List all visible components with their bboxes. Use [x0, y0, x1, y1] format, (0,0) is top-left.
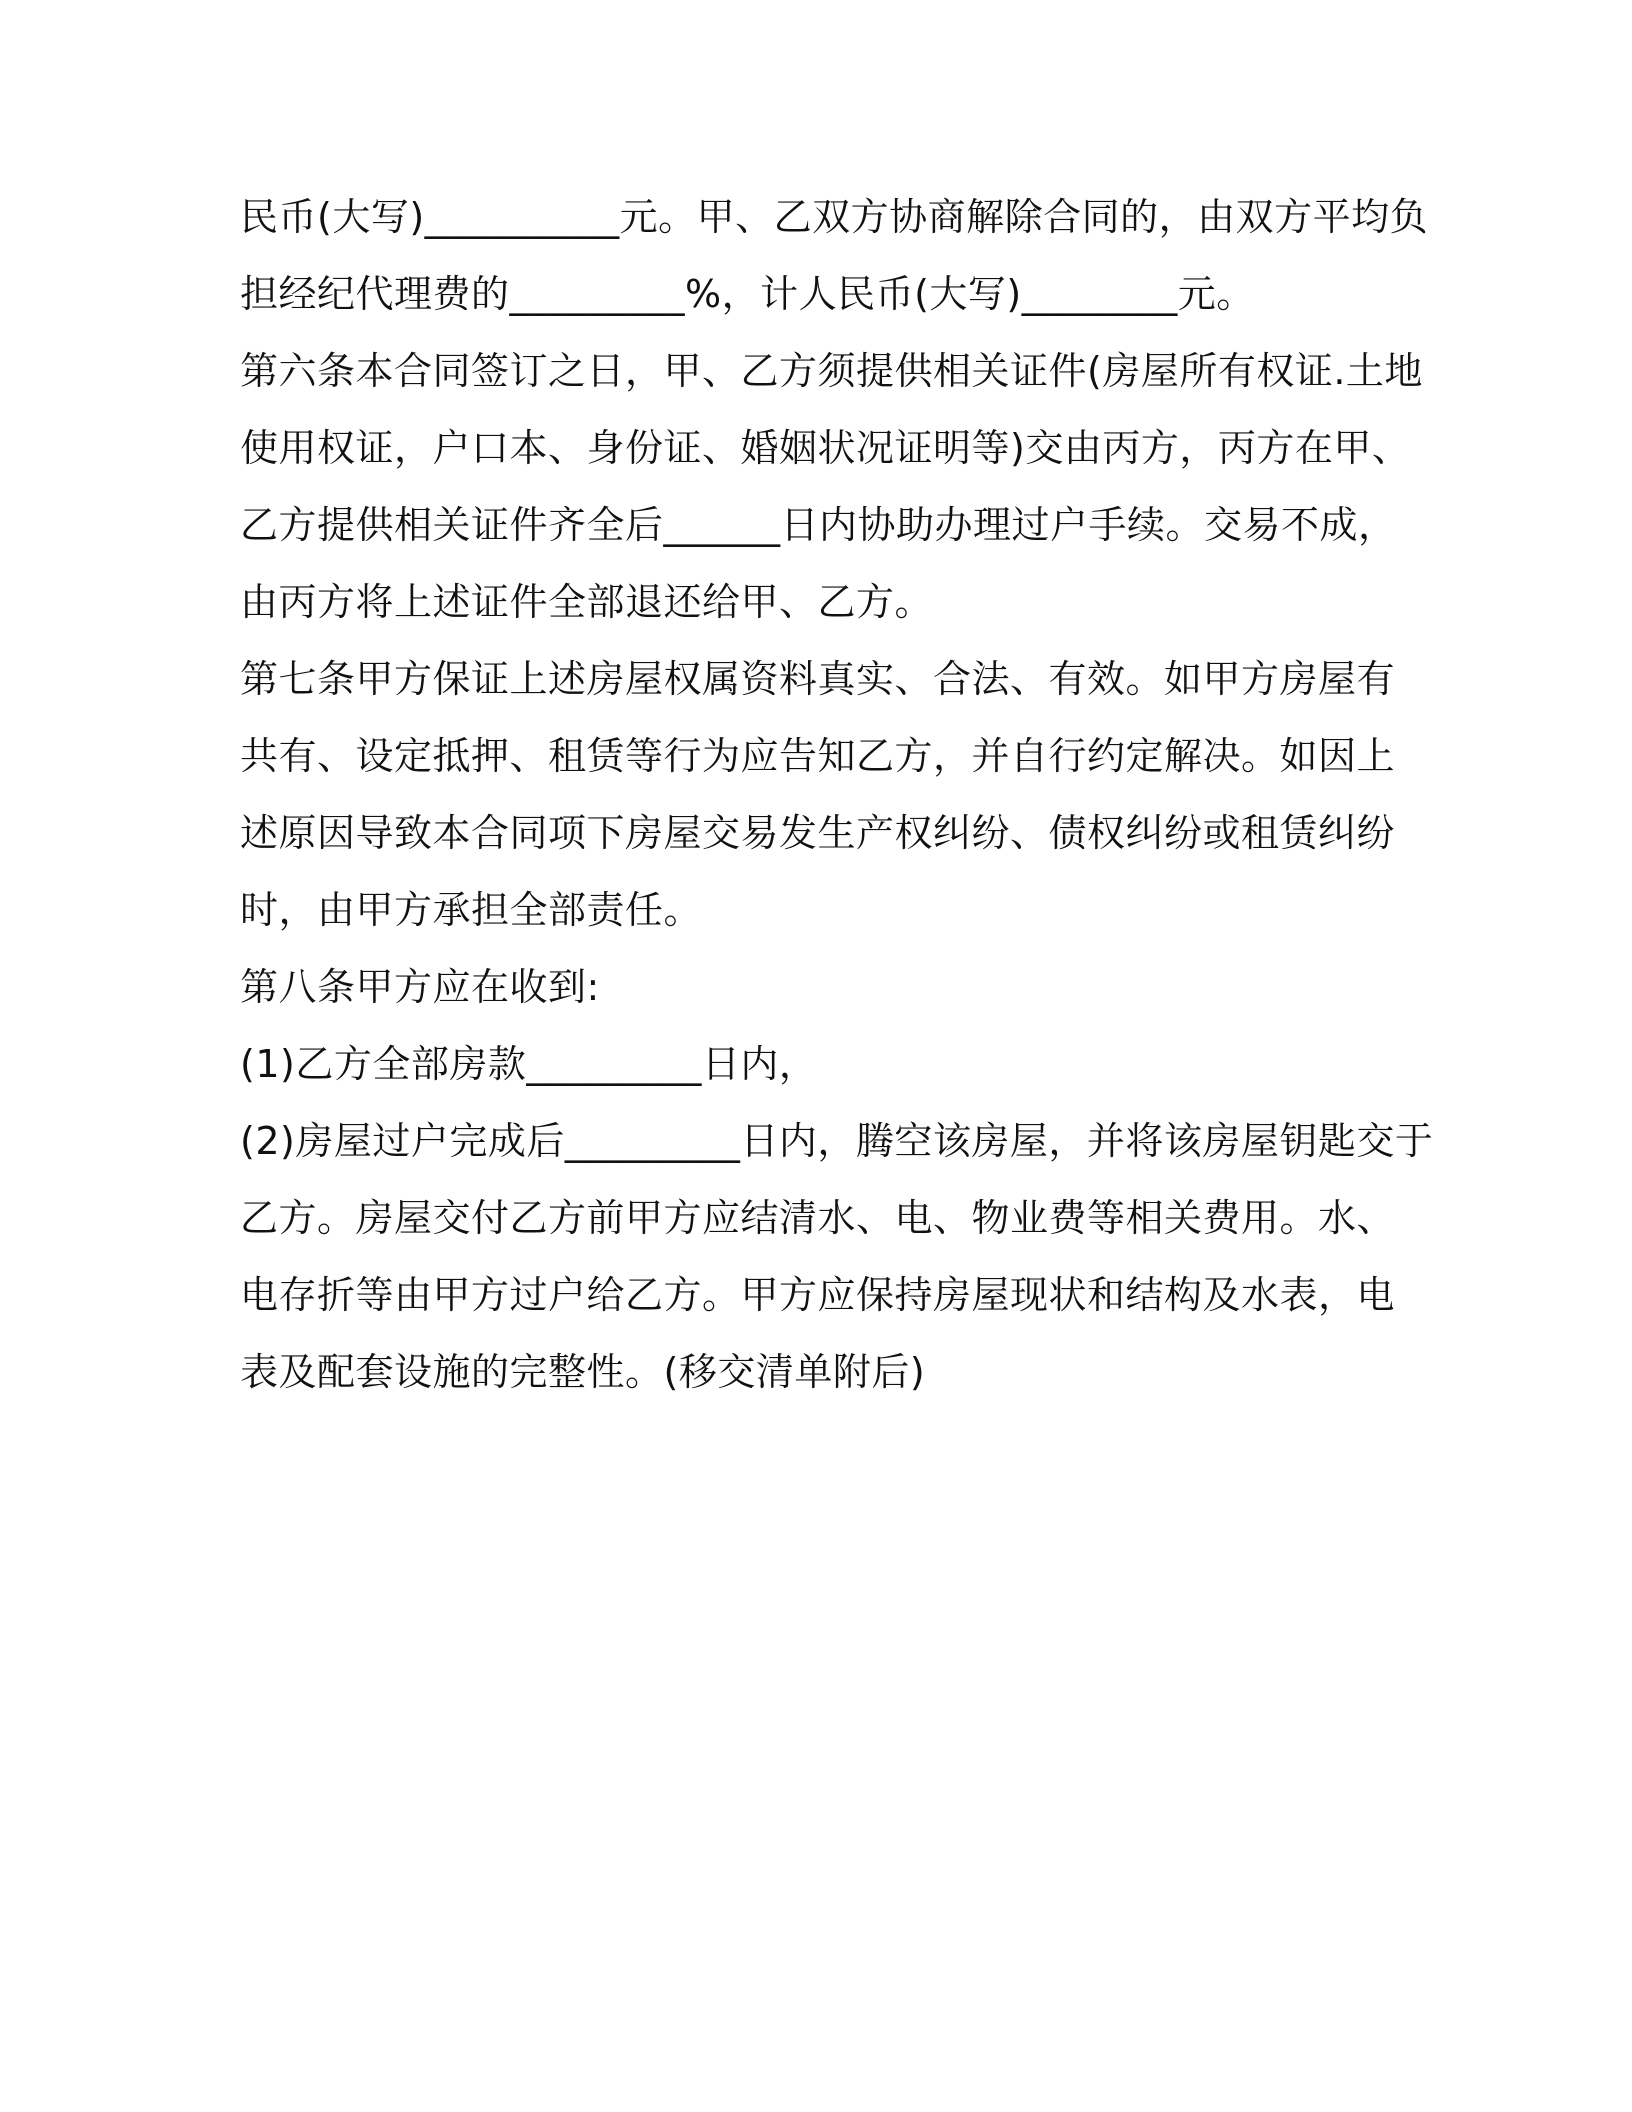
text-line: (1)乙方全部房款_________日内，	[240, 1042, 818, 1086]
text-line: 第八条甲方应在收到:	[240, 965, 600, 1009]
text-line: 第七条甲方保证上述房屋权属资料真实、合法、有效。如甲方房屋有	[240, 657, 1396, 701]
text-line: 使用权证，户口本、身份证、婚姻状况证明等)交由丙方，丙方在甲、	[240, 426, 1411, 470]
text-line: 由丙方将上述证件全部退还给甲、乙方。	[240, 580, 934, 624]
text-line: 乙方。房屋交付乙方前甲方应结清水、电、物业费等相关费用。水、	[240, 1196, 1396, 1240]
text-line: 表及配套设施的完整性。(移交清单附后)	[240, 1350, 926, 1394]
text-line: (2)房屋过户完成后_________日内，腾空该房屋，并将该房屋钥匙交于	[240, 1119, 1434, 1163]
text-line: 述原因导致本合同项下房屋交易发生产权纠纷、债权纠纷或租赁纠纷	[240, 811, 1396, 855]
text-line: 时，由甲方承担全部责任。	[240, 888, 703, 932]
text-line: 担经纪代理费的_________%，计人民币(大写)________元。	[240, 272, 1255, 316]
contract-body	[240, 187, 1434, 1419]
text-line: 电存折等由甲方过户给乙方。甲方应保持房屋现状和结构及水表，电	[240, 1273, 1396, 1317]
text-line: 民币(大写)__________元。甲、乙双方协商解除合同的，由双方平均负	[240, 195, 1429, 239]
text-line: 乙方提供相关证件齐全后______日内协助办理过户手续。交易不成，	[240, 503, 1397, 547]
text-line: 共有、设定抵押、租赁等行为应告知乙方，并自行约定解决。如因上	[240, 734, 1396, 778]
text-line: 第六条本合同签订之日，甲、乙方须提供相关证件(房屋所有权证.土地	[240, 349, 1423, 393]
